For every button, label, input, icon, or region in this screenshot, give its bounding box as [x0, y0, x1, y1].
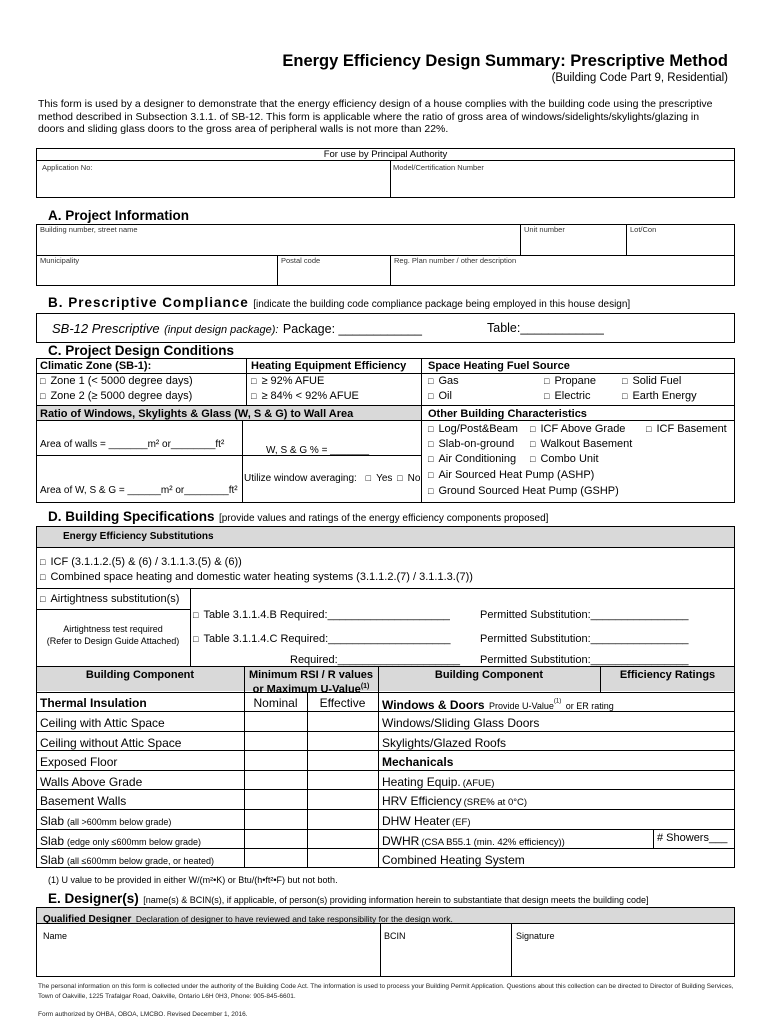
declaration-text: Declaration of designer to have reviewed and take responsibility for the design work. [135, 914, 453, 924]
rsi-heading [244, 669, 378, 696]
no-checkbox[interactable]: □ No [397, 473, 420, 484]
subs-heading: Energy Efficiency Substitutions [63, 531, 214, 542]
component-row-left [40, 734, 184, 752]
gas-checkbox[interactable]: □ Gas [428, 375, 459, 387]
component-row-left [40, 753, 120, 771]
authorized-notice: Form authorized by OHBA, OBOA, LMCBO. Revised December 1, 2016. [38, 1011, 248, 1018]
ratio-label: Ratio of Windows, Skylights & Glass (W, S & G) to Wall Area [40, 408, 354, 420]
component-label: Mechanicals [382, 755, 454, 770]
lot-field[interactable]: Lot/Con [630, 225, 657, 234]
section-e-title: E. Designer(s) [48, 891, 139, 906]
section-a-title: A. Project Information [48, 208, 190, 223]
windows-sup: (1) [553, 698, 562, 705]
qualified-label: Qualified Designer [43, 914, 132, 925]
section-b-heading [48, 294, 630, 312]
table-input[interactable]: Table:____________ [487, 321, 604, 335]
component-row-right [382, 753, 455, 771]
walkout-checkbox[interactable]: □ Walkout Basement [530, 438, 632, 450]
icf-above-checkbox[interactable]: □ ICF Above Grade [530, 423, 625, 435]
rsi-heading-line2: or Maximum U-Value [252, 683, 361, 696]
component-label: DWHR [382, 833, 420, 848]
log-checkbox[interactable]: □ Log/Post&Beam [428, 423, 518, 435]
climatic-zone-label: Climatic Zone (SB-1): [40, 360, 152, 372]
municipality-field[interactable]: Municipality [40, 256, 80, 265]
zone1-checkbox[interactable]: □ Zone 1 (< 5000 degree days) [40, 375, 193, 387]
component-note: (CSA B55.1 (min. 42% efficiency)) [421, 836, 565, 848]
application-no-field[interactable]: Application No: [42, 163, 93, 172]
combined-sub-checkbox[interactable]: □ Combined space heating and domestic water heating systems (3.1.1.2.(7) / 3.1.1.3.(7)) [40, 571, 473, 583]
showers-input[interactable]: # Showers___ [657, 832, 728, 844]
afue1-checkbox[interactable]: □ ≥ 92% AFUE [251, 375, 324, 387]
component-label: Heating Equip. [382, 774, 461, 789]
component-label: Slab [40, 814, 65, 828]
section-d-heading [48, 508, 548, 526]
icf-basement-checkbox[interactable]: □ ICF Basement [646, 423, 727, 435]
package-label: SB-12 Prescriptive [52, 321, 160, 336]
section-d-title: D. Building Specifications [48, 509, 215, 524]
component-label: Walls Above Grade [40, 774, 143, 789]
privacy-notice: The personal information on this form is collected under the authority of the Building Code Act. The information is used to process your Building Permit Application. Questions about this collection can be directed to Director of Building Services, Town of Oakville, 1225 Trafalgar Road, Oakville, Ontario L6H 0H3, Phone: 905-845-6601. [38, 983, 734, 1000]
qualified-row [43, 909, 453, 927]
heating-eff-label: Heating Equipment Efficiency [251, 360, 407, 372]
component-label: Skylights/Glazed Roofs [382, 735, 507, 750]
thermal-label: Thermal Insulation [40, 696, 147, 710]
component-note: (AFUE) [462, 777, 495, 789]
bc-heading-right: Building Component [434, 669, 544, 681]
permitted-3-input[interactable]: Permitted Substitution:________________ [480, 654, 689, 666]
name-field[interactable]: Name [43, 931, 68, 941]
section-d-note: [provide values and ratings of the energy efficiency components proposed] [218, 513, 549, 524]
eff-heading: Efficiency Ratings [619, 669, 716, 681]
component-note: (all ≤600mm below grade, or heated) [67, 856, 215, 867]
wsg-pct-input[interactable]: W, S & G % = _______ [266, 445, 370, 456]
component-label: HRV Efficiency [382, 794, 462, 809]
nominal-label: Nominal [253, 696, 298, 710]
package-hint: (input design package): [164, 324, 279, 336]
permitted-2-input[interactable]: Permitted Substitution:________________ [480, 633, 689, 645]
intro-text: This form is used by a designer to demonstrate that the energy efficiency design of a house complies with the building code using the prescriptive method described in Subsection 3.1.1. of SB-12. This form is applicable where the ratio of gross area of windows/sidelights/skylights/glazing in doors and sliding glass doors to the gross area of peripheral walls is not more than 22%. [38, 98, 713, 135]
form-title: Energy Efficiency Design Summary: Prescriptive Method [282, 52, 728, 70]
windows-doors-label: Windows & Doors [382, 698, 485, 712]
rsi-heading-line1: Minimum RSI / R values [248, 669, 374, 681]
area-walls-input[interactable]: Area of walls = _______m² or________ft² [40, 439, 225, 450]
component-row-right [382, 773, 494, 791]
component-note: (all >600mm below grade) [67, 817, 172, 827]
section-c-title: C. Project Design Conditions [48, 343, 235, 358]
table-c-checkbox[interactable]: □ Table 3.1.1.4.C Required:____________________ [193, 633, 451, 645]
permitted-1-input[interactable]: Permitted Substitution:________________ [480, 609, 689, 621]
earth-energy-checkbox[interactable]: □ Earth Energy [622, 390, 697, 402]
slab-checkbox[interactable]: □ Slab-on-ground [428, 438, 514, 450]
refer-guide-label: (Refer to Design Guide Attached) [46, 636, 180, 646]
component-note: (EF) [452, 817, 471, 828]
model-cert-field[interactable]: Model/Certification Number [393, 163, 484, 172]
component-note: (edge only ≤600mm below grade) [67, 836, 202, 847]
bc-heading-left: Building Component [85, 669, 195, 681]
form-subtitle: (Building Code Part 9, Residential) [551, 72, 728, 84]
ashp-checkbox[interactable]: □ Air Sourced Heat Pump (ASHP) [428, 469, 594, 481]
component-label: Slab [40, 853, 65, 868]
component-row-right [382, 792, 527, 810]
bcin-field[interactable]: BCIN [384, 931, 406, 941]
authority-heading: For use by Principal Authority [323, 149, 448, 160]
solid-fuel-checkbox[interactable]: □ Solid Fuel [622, 375, 681, 387]
section-e-note: [name(s) & BCIN(s), if applicable, of person(s) providing information herein to substantiate that design meets the building code] [143, 895, 649, 905]
u-value-footnote: (1) U value to be provided in either W/(m²•K) or Btu/(h•ft²•F) but not both. [48, 875, 338, 885]
component-label: Windows/Sliding Glass Doors [382, 716, 540, 730]
effective-label: Effective [319, 696, 366, 710]
component-label: Combined Heating System [382, 853, 525, 868]
area-wsg-input[interactable]: Area of W, S & G = ______m² or________ft² [40, 485, 238, 496]
component-row-left [40, 792, 129, 810]
component-row-right [382, 734, 508, 752]
airtight-test-label: Airtightness test required [63, 624, 163, 634]
afue2-checkbox[interactable]: □ ≥ 84% < 92% AFUE [251, 390, 359, 402]
table-b-checkbox[interactable]: □ Table 3.1.1.4.B Required:____________________ [193, 609, 450, 621]
component-row-right [382, 714, 541, 732]
component-label: Ceiling without Attic Space [40, 735, 182, 750]
other-chars-label: Other Building Characteristics [428, 408, 587, 420]
fuel-source-label: Space Heating Fuel Source [428, 360, 570, 372]
reg-plan-field[interactable]: Reg. Plan number / other description [394, 256, 517, 265]
component-note: (SRE% at 0°C) [463, 797, 528, 809]
section-b-note: [indicate the building code compliance package being employed in this house design] [253, 299, 631, 310]
required-3-input[interactable]: Required:____________________ [290, 654, 461, 666]
unit-field[interactable]: Unit number [524, 225, 565, 234]
electric-checkbox[interactable]: □ Electric [544, 390, 591, 402]
zone2-checkbox[interactable]: □ Zone 2 (≥ 5000 degree days) [40, 390, 192, 402]
component-row-left [40, 851, 214, 869]
window-avg-label: Utilize window averaging: [244, 473, 357, 484]
signature-field[interactable]: Signature [516, 931, 555, 941]
icf-sub-checkbox[interactable]: □ ICF (3.1.1.2.(5) & (6) / 3.1.1.3.(5) & (6)) [40, 556, 242, 568]
propane-checkbox[interactable]: □ Propane [544, 375, 596, 387]
postal-field[interactable]: Postal code [281, 256, 321, 265]
building-field[interactable]: Building number, street name [40, 225, 138, 234]
window-avg-row [244, 473, 420, 484]
yes-checkbox[interactable]: □ Yes [366, 473, 393, 484]
component-row-left [40, 773, 145, 791]
windows-note: Provide U-Value [489, 701, 554, 711]
windows-note2: or ER rating [565, 701, 614, 711]
gshp-checkbox[interactable]: □ Ground Sourced Heat Pump (GSHP) [428, 485, 619, 497]
component-label: Exposed Floor [40, 755, 118, 770]
section-e-heading [48, 890, 649, 908]
component-row-right [382, 832, 565, 850]
oil-checkbox[interactable]: □ Oil [428, 390, 452, 402]
combo-checkbox[interactable]: □ Combo Unit [530, 453, 599, 465]
component-row-left [40, 714, 168, 732]
component-row-right [382, 812, 470, 830]
component-label: Ceiling with Attic Space [40, 716, 165, 730]
component-label: DHW Heater [382, 814, 451, 828]
component-row-left [40, 812, 171, 830]
ac-checkbox[interactable]: □ Air Conditioning [428, 453, 516, 465]
component-label: Basement Walls [40, 794, 127, 809]
package-input[interactable]: Package: ____________ [282, 322, 422, 336]
component-row-left [40, 832, 201, 850]
airtight-sub-checkbox[interactable]: □ Airtightness substitution(s) [40, 593, 179, 605]
package-line [52, 320, 422, 338]
component-label: Slab [40, 833, 65, 848]
rsi-sup: (1) [360, 683, 370, 690]
section-b-title: B. Prescriptive Compliance [48, 295, 249, 310]
component-row-right [382, 851, 527, 869]
